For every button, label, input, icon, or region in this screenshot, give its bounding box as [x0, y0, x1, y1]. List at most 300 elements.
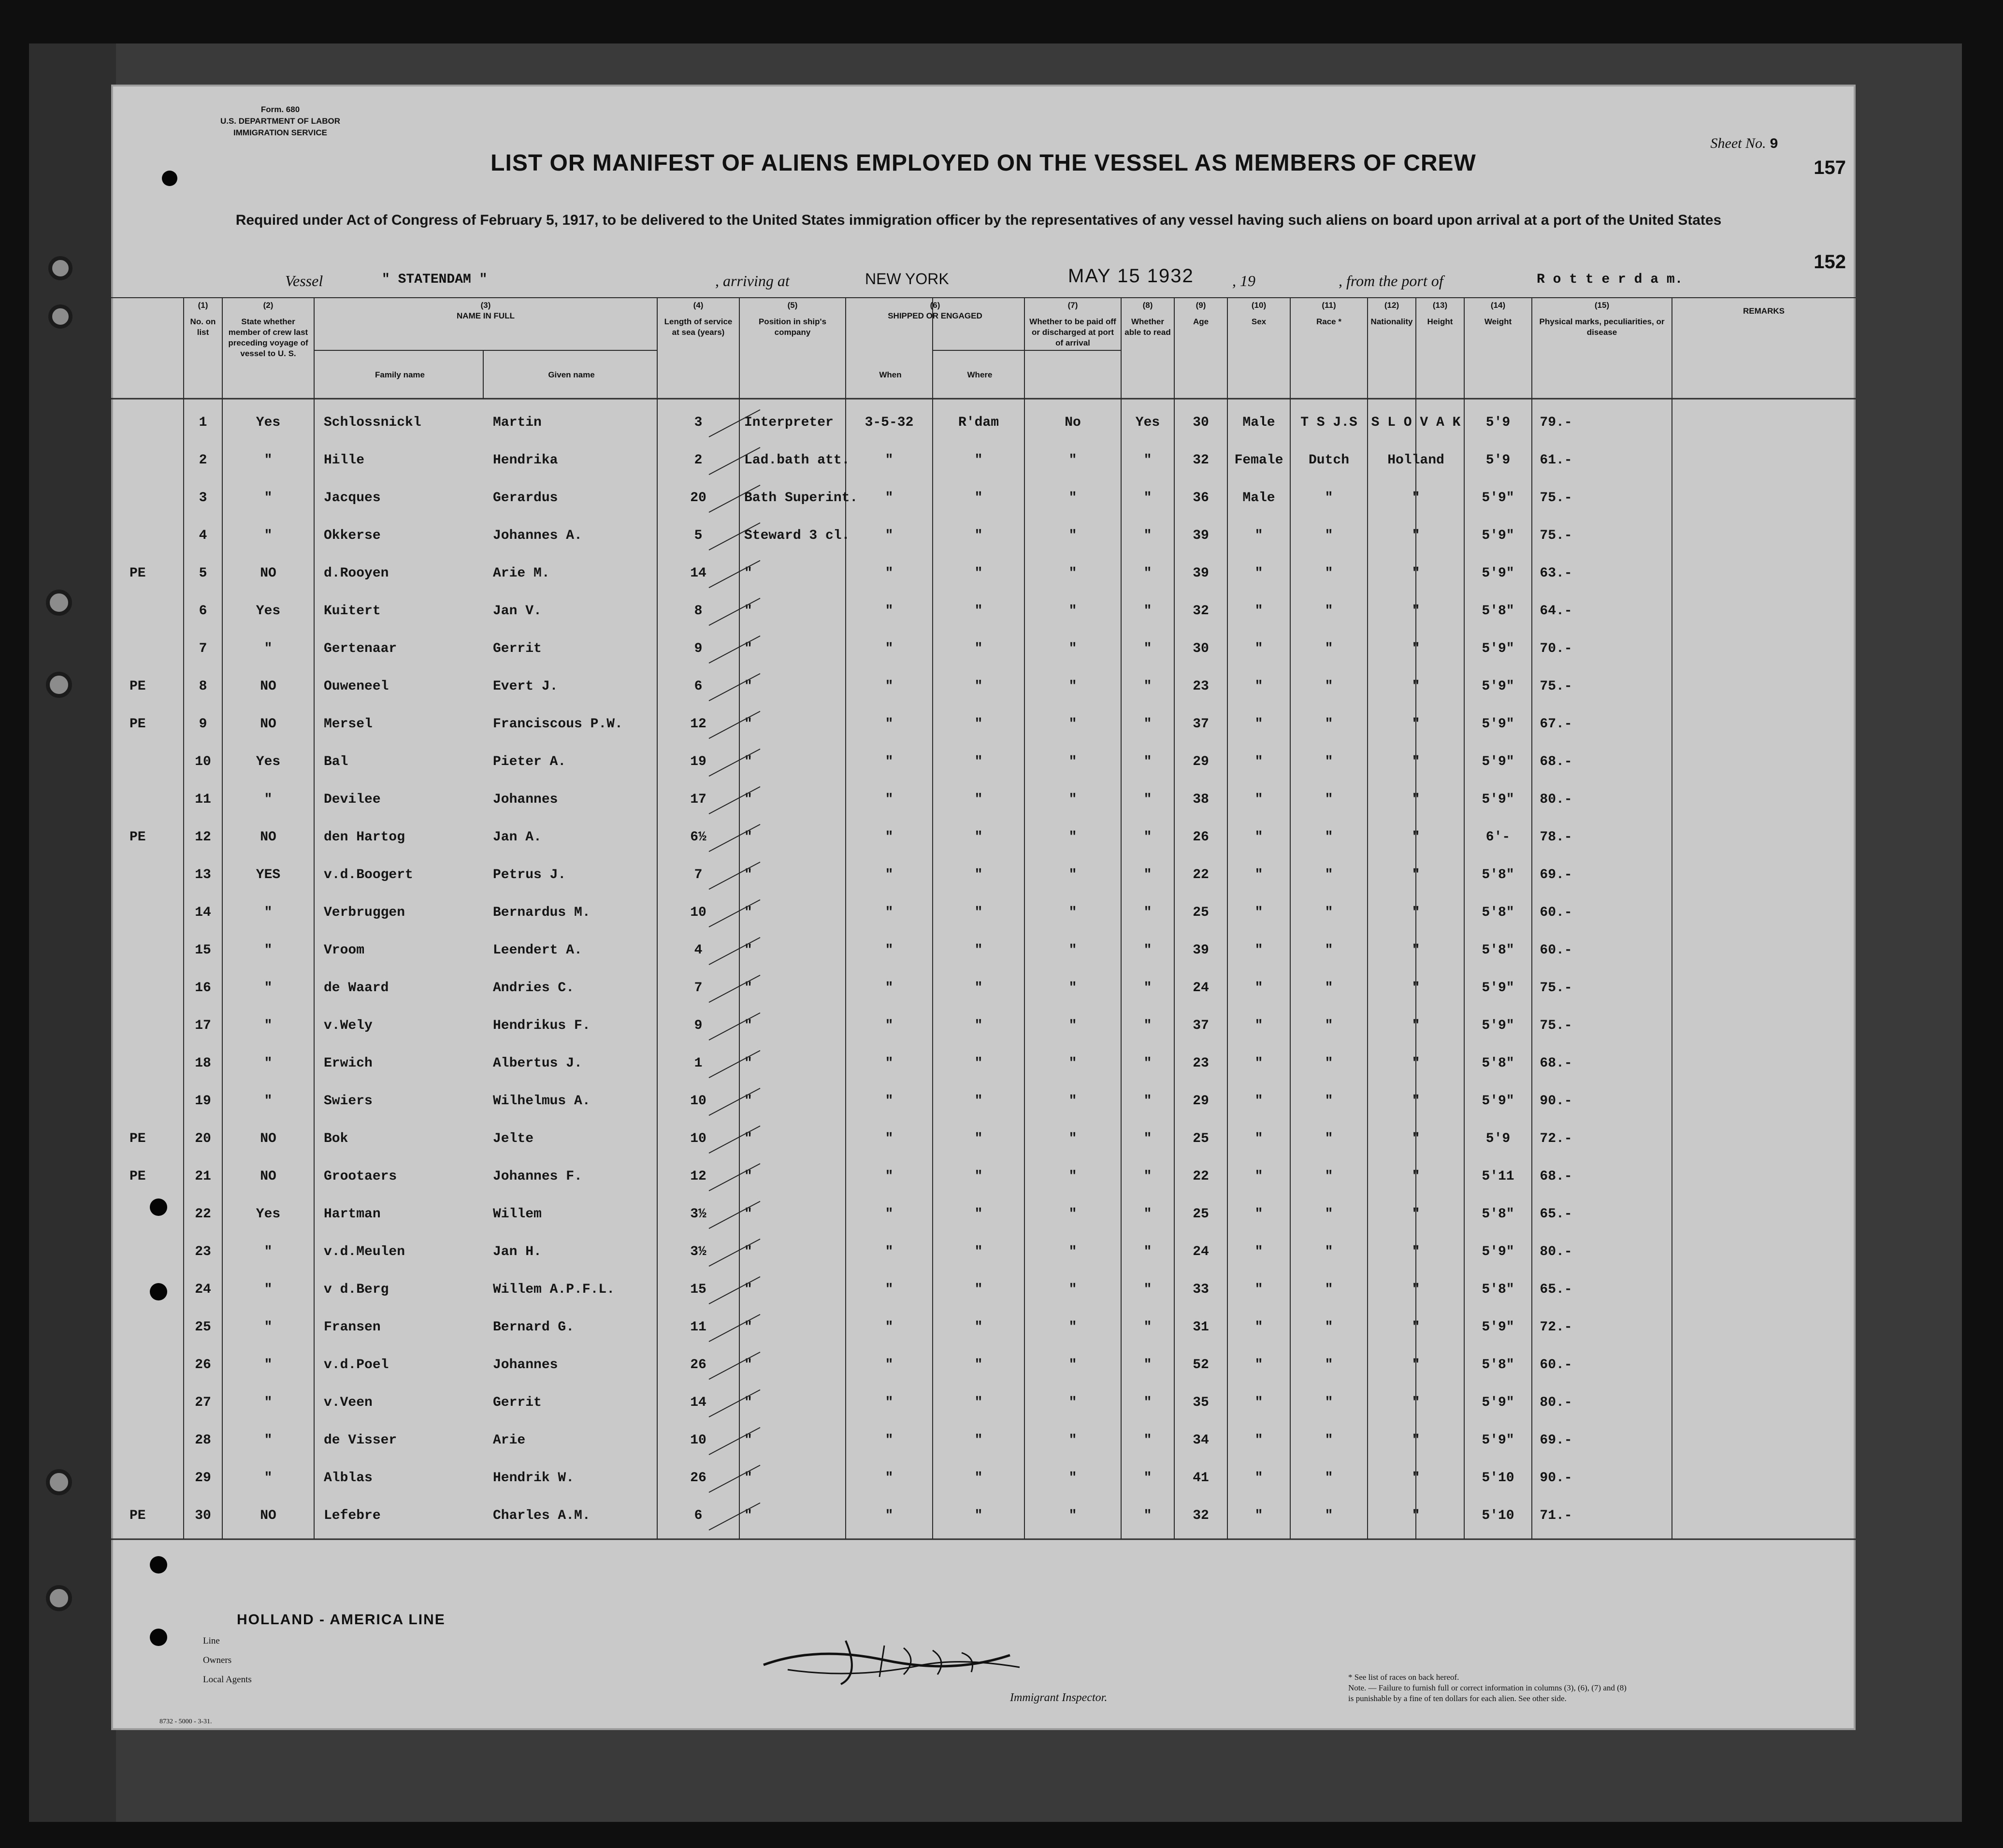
cell-sex: ": [1254, 792, 1263, 807]
cell-family: Mersel: [324, 717, 373, 732]
cell-race: ": [1325, 566, 1333, 581]
cell-family: Hille: [324, 453, 365, 468]
cell-given: Willem: [493, 1207, 542, 1222]
punch-hole: [162, 171, 177, 186]
cell-weight: 80.-: [1540, 1395, 1572, 1410]
cell-race: ": [1325, 943, 1333, 958]
cell-read: ": [1143, 1056, 1152, 1071]
cell-family: Hartman: [324, 1207, 381, 1222]
cell-given: Hendrik W.: [493, 1471, 575, 1486]
cell-service: 20: [690, 491, 706, 505]
cell-prev: NO: [260, 679, 276, 694]
cell-paid: ": [1068, 1169, 1077, 1184]
cell-service: 3½: [690, 1244, 706, 1259]
cell-read: ": [1143, 1320, 1152, 1335]
cell-race: ": [1325, 1508, 1333, 1523]
cell-where: ": [974, 453, 983, 468]
cell-age: 39: [1193, 943, 1209, 958]
cell-family: Bok: [324, 1131, 348, 1146]
punch-hole: [150, 1283, 167, 1300]
cell-given: Hendrika: [493, 453, 558, 468]
cell-race: ": [1325, 1244, 1333, 1259]
cell-height: 5'9": [1482, 528, 1514, 543]
cell-prev: ": [264, 1320, 273, 1335]
sheet-value: 9: [1769, 136, 1778, 153]
cell-given: Johannes: [493, 792, 558, 807]
binder-ring: [46, 672, 72, 698]
cell-when: ": [885, 981, 893, 996]
cell-read: ": [1143, 1433, 1152, 1448]
cell-where: ": [974, 1131, 983, 1146]
sheet-label: Sheet No.: [1710, 135, 1766, 151]
cell-service: 10: [690, 905, 706, 920]
cell-service: 10: [690, 1094, 706, 1109]
cell-position: ": [744, 641, 752, 656]
cell-nationality: ": [1412, 905, 1420, 920]
cell-paid: ": [1068, 1056, 1077, 1071]
cell-race: T S J.S: [1300, 415, 1357, 430]
cell-no: 27: [195, 1395, 211, 1410]
cell-weight: 78.-: [1540, 830, 1572, 845]
table-row: [111, 1464, 1856, 1502]
cell-read: ": [1143, 604, 1152, 619]
cell-nationality: ": [1412, 754, 1420, 769]
cell-age: 38: [1193, 792, 1209, 807]
cell-sex: ": [1254, 1244, 1263, 1259]
cell-race: ": [1325, 1433, 1333, 1448]
table-row: [111, 861, 1856, 898]
cell-paid: ": [1068, 830, 1077, 845]
cell-nationality: ": [1412, 1131, 1420, 1146]
cell-race: ": [1325, 1056, 1333, 1071]
cell-family: d.Rooyen: [324, 566, 389, 581]
column-label: State whether member of crew last preceding voyage of vessel to U. S.: [228, 317, 308, 358]
column-number: (11): [1322, 301, 1336, 310]
cell-nationality: ": [1412, 792, 1420, 807]
pe-annotation: PE: [130, 1131, 146, 1146]
cell-position: ": [744, 1244, 752, 1259]
cell-paid: ": [1068, 1018, 1077, 1033]
cell-race: ": [1325, 1094, 1333, 1109]
column-label: REMARKS: [1743, 306, 1785, 316]
cell-when: ": [885, 1094, 893, 1109]
cell-prev: ": [264, 1357, 273, 1372]
table-row: [111, 898, 1856, 936]
cell-race: ": [1325, 717, 1333, 732]
cell-position: Interpreter: [744, 415, 834, 430]
cell-service: 6: [694, 679, 703, 694]
cell-sex: ": [1254, 717, 1263, 732]
cell-no: 13: [195, 867, 211, 882]
cell-service: 17: [690, 792, 706, 807]
column-header: [1416, 300, 1464, 327]
cell-when: ": [885, 867, 893, 882]
cell-nationality: ": [1412, 1169, 1420, 1184]
cell-prev: ": [264, 491, 273, 505]
cell-height: 5'8": [1482, 1282, 1514, 1297]
cell-family: Devilee: [324, 792, 381, 807]
column-label: Weight: [1484, 317, 1512, 326]
cell-when: ": [885, 1471, 893, 1486]
cell-prev: ": [264, 1395, 273, 1410]
cell-paid: ": [1068, 491, 1077, 505]
cell-where: ": [974, 1169, 983, 1184]
inspector-signature: [759, 1631, 1029, 1689]
table-row: [111, 1238, 1856, 1275]
cell-age: 39: [1193, 566, 1209, 581]
page-title: LIST OR MANIFEST OF ALIENS EMPLOYED ON THE VESSEL AS MEMBERS OF CREW: [490, 150, 1476, 176]
cell-nationality: ": [1412, 1433, 1420, 1448]
cell-where: ": [974, 1056, 983, 1071]
cell-service: 6: [694, 1508, 703, 1523]
cell-prev: Yes: [256, 415, 281, 430]
stamped-page-number: 152: [1814, 251, 1846, 273]
cell-weight: 75.-: [1540, 981, 1572, 996]
punch-hole: [150, 1556, 167, 1574]
cell-race: ": [1325, 1395, 1333, 1410]
cell-prev: ": [264, 905, 273, 920]
cell-when: ": [885, 1018, 893, 1033]
cell-service: 9: [694, 641, 703, 656]
cell-no: 15: [195, 943, 211, 958]
cell-no: 23: [195, 1244, 211, 1259]
cell-age: 29: [1193, 1094, 1209, 1109]
column-number: (1): [198, 301, 208, 310]
cell-weight: 80.-: [1540, 792, 1572, 807]
cell-height: 5'9": [1482, 641, 1514, 656]
cell-prev: ": [264, 453, 273, 468]
cell-read: ": [1143, 1244, 1152, 1259]
cell-when: ": [885, 1056, 893, 1071]
cell-where: ": [974, 1357, 983, 1372]
cell-position: ": [744, 830, 752, 845]
cell-read: ": [1143, 528, 1152, 543]
cell-service: 14: [690, 566, 706, 581]
cell-position: ": [744, 1094, 752, 1109]
table-row: [111, 710, 1856, 748]
table-row: [111, 785, 1856, 823]
cell-no: 5: [199, 566, 207, 581]
cell-given: Johannes: [493, 1357, 558, 1372]
cell-position: Lad.bath att.: [744, 453, 850, 468]
cell-weight: 68.-: [1540, 754, 1572, 769]
cell-given: Franciscous P.W.: [493, 717, 623, 732]
column-label: NAME IN FULL: [457, 311, 515, 320]
column-header: [1464, 300, 1532, 327]
column-number: (6): [930, 301, 940, 310]
cell-position: ": [744, 867, 752, 882]
table-row: [111, 1162, 1856, 1200]
cell-sex: Male: [1242, 415, 1275, 430]
cell-weight: 64.-: [1540, 604, 1572, 619]
cell-given: Wilhelmus A.: [493, 1094, 591, 1109]
cell-paid: ": [1068, 905, 1077, 920]
cell-given: Gerrit: [493, 1395, 542, 1410]
cell-sex: ": [1254, 1056, 1263, 1071]
line-label: Line: [203, 1636, 220, 1646]
cell-age: 52: [1193, 1357, 1209, 1372]
cell-family: Grootaers: [324, 1169, 397, 1184]
cell-read: ": [1143, 491, 1152, 505]
cell-nationality: ": [1412, 717, 1420, 732]
cell-when: ": [885, 1169, 893, 1184]
cell-read: ": [1143, 754, 1152, 769]
cell-weight: 90.-: [1540, 1471, 1572, 1486]
cell-no: 20: [195, 1131, 211, 1146]
cell-prev: ": [264, 1056, 273, 1071]
pe-annotation: PE: [130, 717, 146, 732]
column-label: Age: [1193, 317, 1209, 326]
cell-weight: 60.-: [1540, 943, 1572, 958]
table-row: [111, 635, 1856, 672]
cell-given: Johannes A.: [493, 528, 582, 543]
cell-given: Leendert A.: [493, 943, 582, 958]
cell-read: ": [1143, 1395, 1152, 1410]
cell-weight: 68.-: [1540, 1056, 1572, 1071]
cell-race: ": [1325, 867, 1333, 882]
cell-read: Yes: [1135, 415, 1160, 430]
agents-label: Local Agents: [203, 1675, 252, 1685]
cell-sex: ": [1254, 1207, 1263, 1222]
cell-position: ": [744, 1508, 752, 1523]
punch-hole: [150, 1629, 167, 1646]
cell-given: Pieter A.: [493, 754, 566, 769]
column-label: No. on list: [190, 317, 216, 337]
cell-position: ": [744, 754, 752, 769]
sheet-footer: [111, 1602, 1856, 1730]
cell-age: 24: [1193, 1244, 1209, 1259]
cell-service: 7: [694, 981, 703, 996]
cell-where: ": [974, 1433, 983, 1448]
column-number: (7): [1067, 301, 1078, 310]
cell-where: ": [974, 1094, 983, 1109]
cell-family: Vroom: [324, 943, 365, 958]
cell-read: ": [1143, 867, 1152, 882]
print-code: 8732 - 5000 - 3-31.: [159, 1718, 212, 1725]
cell-family: v d.Berg: [324, 1282, 389, 1297]
cell-height: 5'9": [1482, 566, 1514, 581]
cell-sex: ": [1254, 679, 1263, 694]
stamped-page-number: 157: [1814, 157, 1846, 178]
cell-race: ": [1325, 830, 1333, 845]
column-number: (5): [787, 301, 798, 310]
column-header: [222, 300, 314, 359]
cell-where: ": [974, 1207, 983, 1222]
cell-height: 5'9": [1482, 491, 1514, 505]
cell-read: ": [1143, 717, 1152, 732]
cell-given: Hendrikus F.: [493, 1018, 591, 1033]
column-label: Nationality: [1370, 317, 1413, 326]
cell-family: Okkerse: [324, 528, 381, 543]
cell-read: ": [1143, 1018, 1152, 1033]
cell-height: 5'9: [1485, 1131, 1511, 1146]
table-row: [111, 748, 1856, 785]
cell-nationality: ": [1412, 641, 1420, 656]
cell-age: 30: [1193, 415, 1209, 430]
cell-weight: 68.-: [1540, 1169, 1572, 1184]
cell-paid: No: [1065, 415, 1081, 430]
cell-given: Albertus J.: [493, 1056, 582, 1071]
cell-paid: ": [1068, 1471, 1077, 1486]
cell-no: 1: [199, 415, 207, 430]
cell-race: ": [1325, 1282, 1333, 1297]
cell-weight: 67.-: [1540, 717, 1572, 732]
table-row: [111, 672, 1856, 710]
column-subheader: Where: [967, 370, 993, 379]
cell-nationality: ": [1412, 830, 1420, 845]
cell-service: 1: [694, 1056, 703, 1071]
column-number: (4): [693, 301, 704, 310]
cell-race: ": [1325, 1207, 1333, 1222]
cell-age: 36: [1193, 491, 1209, 505]
cell-when: ": [885, 792, 893, 807]
form-header: [184, 104, 377, 139]
column-number: (8): [1142, 301, 1153, 310]
cell-given: Charles A.M.: [493, 1508, 591, 1523]
cell-height: 5'10: [1482, 1508, 1514, 1523]
cell-position: ": [744, 1056, 752, 1071]
cell-no: 19: [195, 1094, 211, 1109]
cell-where: ": [974, 830, 983, 845]
cell-nationality: ": [1412, 1056, 1420, 1071]
cell-height: 5'9: [1485, 453, 1511, 468]
cell-age: 32: [1193, 453, 1209, 468]
column-label: Race *: [1316, 317, 1341, 326]
cell-race: ": [1325, 792, 1333, 807]
cell-weight: 72.-: [1540, 1131, 1572, 1146]
cell-sex: ": [1254, 943, 1263, 958]
cell-when: ": [885, 1508, 893, 1523]
cell-position: ": [744, 1018, 752, 1033]
cell-service: 2: [694, 453, 703, 468]
cell-no: 11: [195, 792, 211, 807]
cell-family: Schlossnickl: [324, 415, 421, 430]
cell-weight: 70.-: [1540, 641, 1572, 656]
table-row: [111, 1011, 1856, 1049]
column-header: [846, 300, 1024, 321]
cell-when: ": [885, 1433, 893, 1448]
cell-read: ": [1143, 981, 1152, 996]
cell-sex: Male: [1242, 491, 1275, 505]
cell-position: Steward 3 cl.: [744, 528, 850, 543]
cell-where: ": [974, 905, 983, 920]
column-label: Position in ship's company: [758, 317, 827, 337]
cell-family: de Waard: [324, 981, 389, 996]
cell-prev: Yes: [256, 1207, 281, 1222]
cell-paid: ": [1068, 1508, 1077, 1523]
table-row: [111, 936, 1856, 974]
cell-when: ": [885, 1282, 893, 1297]
cell-no: 17: [195, 1018, 211, 1033]
cell-family: Lefebre: [324, 1508, 381, 1523]
cell-weight: 71.-: [1540, 1508, 1572, 1523]
cell-nationality: ": [1412, 1508, 1420, 1523]
cell-nationality: ": [1412, 528, 1420, 543]
pe-annotation: PE: [130, 830, 146, 845]
cell-when: ": [885, 641, 893, 656]
cell-height: 5'9: [1485, 415, 1511, 430]
cell-height: 5'9": [1482, 792, 1514, 807]
cell-prev: NO: [260, 566, 276, 581]
cell-where: ": [974, 1508, 983, 1523]
cell-race: ": [1325, 1018, 1333, 1033]
cell-no: 14: [195, 905, 211, 920]
footnote-penalty: Note. — Failure to furnish full or correct information in columns (3), (6), (7) and (8): [1348, 1683, 1627, 1692]
cell-where: ": [974, 1282, 983, 1297]
table-row: [111, 446, 1856, 484]
cell-sex: ": [1254, 1471, 1263, 1486]
cell-nationality: ": [1412, 491, 1420, 505]
cell-service: 7: [694, 867, 703, 882]
department-name: U.S. DEPARTMENT OF LABOR: [220, 116, 341, 126]
cell-paid: ": [1068, 604, 1077, 619]
cell-no: 24: [195, 1282, 211, 1297]
cell-where: ": [974, 1471, 983, 1486]
cell-when: ": [885, 1357, 893, 1372]
cell-height: 5'9": [1482, 754, 1514, 769]
cell-sex: ": [1254, 641, 1263, 656]
cell-when: ": [885, 1395, 893, 1410]
cell-where: ": [974, 1018, 983, 1033]
cell-where: ": [974, 1395, 983, 1410]
arriving-label: , arriving at: [715, 272, 790, 289]
cell-family: v.d.Meulen: [324, 1244, 405, 1259]
cell-when: ": [885, 679, 893, 694]
cell-read: ": [1143, 943, 1152, 958]
table-row: [111, 823, 1856, 861]
cell-where: ": [974, 679, 983, 694]
cell-weight: 75.-: [1540, 491, 1572, 505]
vessel-line: [285, 265, 1831, 292]
cell-position: ": [744, 1357, 752, 1372]
column-number: (9): [1196, 301, 1206, 310]
cell-sex: ": [1254, 1282, 1263, 1297]
cell-height: 5'9": [1482, 1244, 1514, 1259]
cell-prev: NO: [260, 1169, 276, 1184]
cell-age: 31: [1193, 1320, 1209, 1335]
cell-weight: 75.-: [1540, 679, 1572, 694]
column-header: [1368, 300, 1416, 327]
pe-annotation: PE: [130, 1508, 146, 1523]
cell-service: 12: [690, 1169, 706, 1184]
cell-prev: ": [264, 1018, 273, 1033]
cell-height: 5'8": [1482, 1357, 1514, 1372]
cell-height: 5'10: [1482, 1471, 1514, 1486]
cell-position: ": [744, 1169, 752, 1184]
cell-prev: ": [264, 1094, 273, 1109]
cell-sex: ": [1254, 1508, 1263, 1523]
cell-race: ": [1325, 641, 1333, 656]
cell-height: 5'9": [1482, 1018, 1514, 1033]
cell-paid: ": [1068, 1244, 1077, 1259]
cell-prev: ": [264, 943, 273, 958]
cell-given: Gerrit: [493, 641, 542, 656]
cell-service: 15: [690, 1282, 706, 1297]
cell-position: ": [744, 905, 752, 920]
cell-given: Willem A.P.F.L.: [493, 1282, 615, 1297]
cell-service: 3½: [690, 1207, 706, 1222]
cell-age: 41: [1193, 1471, 1209, 1486]
cell-paid: ": [1068, 566, 1077, 581]
cell-where: R'dam: [958, 415, 999, 430]
cell-position: ": [744, 1282, 752, 1297]
cell-no: 8: [199, 679, 207, 694]
inspector-label: Immigrant Inspector.: [1010, 1691, 1108, 1704]
column-header: [1532, 300, 1672, 338]
column-label: Whether to be paid off or discharged at port of arrival: [1029, 317, 1116, 347]
cell-height: 6'-: [1485, 830, 1511, 845]
cell-read: ": [1143, 1508, 1152, 1523]
